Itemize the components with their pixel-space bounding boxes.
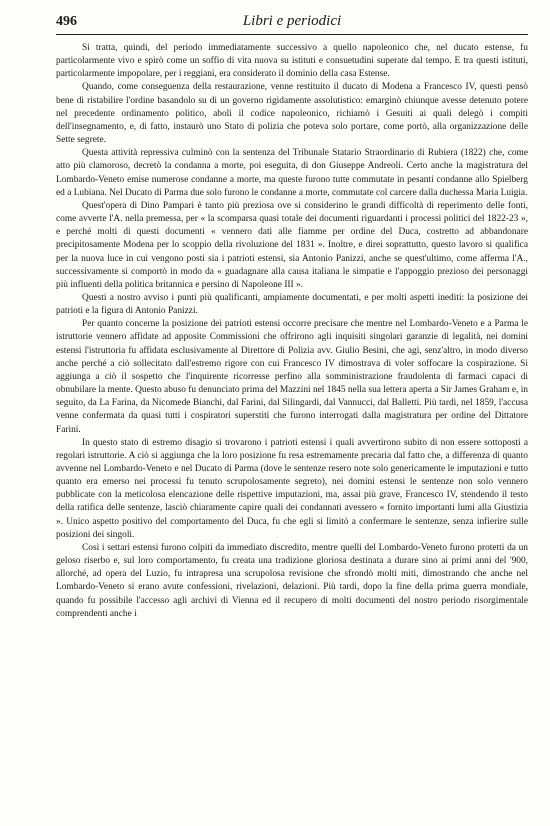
paragraph: Quest'opera di Dino Pampari è tanto più preziosa ove si considerino le grandi difficoltà di reperimento delle fonti, come avverte l'A. nella premessa, per « la scomparsa quasi totale dei documenti riguardanti i processi politici del 1822-23 », e perché molti di questi documenti « vennero dati alle fiamme per ordine del Duca, costretto ad abbandonare precipitosamente Modena per lo scoppio della rivoluzione del 1831 ». Inoltre, e direi soprattutto, questo lavoro si qualifica per la nuova luce in cui vengono posti sia i patrioti estensi, sia Antonio Panizzi, anche se quest'ultimo, come afferma l'A., successivamente si comportò in modo da « guadagnare alla causa italiana le simpatie e l'appoggio prezioso dei personaggi più influenti della politica britannica e persino di Napoleone III ». bbox=[56, 200, 528, 290]
running-head: Libri e periodici bbox=[242, 13, 342, 29]
page-number: 496 bbox=[56, 14, 77, 29]
page-header bbox=[56, 10, 528, 35]
paragraph: Questi a nostro avviso i punti più qualificanti, ampiamente documentati, e per molti aspetti inediti: la posizione dei patrioti e la figura di Antonio Panizzi. bbox=[56, 292, 528, 317]
paragraph: Questa attività repressiva culminò con la sentenza del Tribunale Statario Straordinario di Rubiera (1822) che, come atto più clamoroso, decretò la condanna a morte, poi eseguita, di don Giuseppe Andreoli. Certo anche la magistratura del Lombardo-Veneto emise numerose condanne a morte, ma queste furono tutte commutate in pesanti condanne allo Spielberg ed a Lubiana. Nel Ducato di Parma due solo furono le condanne a morte, commutate col carcere dalla duchessa Maria Luigia. bbox=[56, 148, 528, 198]
paragraph: Per quanto concerne la posizione dei patrioti estensi occorre precisare che mentre nel Lombardo-Veneto e a Parma le istruttorie vennero affidate ad apposite Commissioni che offrirono agli inquisiti singolari garanzie di legalità, nei domini estensi l'istruttoria fu affidata esclusivamente al Direttore di Polizia avv. Giulio Besini, che agì, senz'altro, in modo diverso anche perché a ciò sollecitato dall'estremo rigore con cui Francesco IV dimostrava di voler soffocare la cospirazione. Si aggiunga a ciò il sospetto che l'inquirente ricorresse perfino alla somministrazione fraudolenta di farmaci capaci di obnubilare la mente. Questo abuso fu denunciato prima del Mazzini nel 1845 nella sua lettera aperta a Sir James Graham e, in seguito, da La Farina, da Nicomede Bianchi, dal Farini, dal Silingardi, dal Vannucci, dal Balletti. Più tardi, nel 1859, l'accusa venne confermata da quasi tutti i cospiratori superstiti che furono interrogati dalla magistratura per ordine del Dittatore Farini. bbox=[56, 319, 528, 435]
paragraph: Si tratta, quindi, del periodo immediatamente successivo a quello napoleonico che, nel ducato estense, fu particolarmente vivo e spirò come un soffio di vita nuova su istituti e consuetudini superate dal tempo. E tra questi istituti, particolarmente impopolare, per i reggiani, era considerato il dominio della casa Estense. bbox=[56, 43, 528, 80]
body-text bbox=[56, 42, 528, 621]
paragraph: Quando, come conseguenza della restaurazione, venne restituito il ducato di Modena a Francesco IV, questi pensò bene di ristabilire l'ordine basandolo su di un governo rigidamente assolutistico: emarginò chiunque avesse detenuto potere nel precedente ordinamento politico, abolì il codice napoleonico, richiamò i Gesuiti ai quali delegò i compiti dell'insegnamento, e, di fatto, instaurò uno Stato di polizia che poteva solo portare, come portò, alla organizzazione delle Sette segrete. bbox=[56, 82, 528, 146]
paragraph: Così i settari estensi furono colpiti da immediato discredito, mentre quelli del Lombardo-Veneto furono protetti da un geloso riserbo e, sul loro comportamento, fu creata una tradizione gloriosa destinata a durare sino ai primi anni del '900, allorché, ad opera del Luzio, fu intrapresa una scrupolosa revisione che sfrondò molti miti, dimostrando che anche nel Lombardo-Veneto si erano avute confessioni, rivelazioni, delazioni. Più tardi, dopo la fine della prima guerra mondiale, quando fu possibile l'accesso agli archivi di Vienna ed il recupero di molti documenti del nostro periodo risorgimentale comprendenti anche i bbox=[56, 542, 528, 619]
paragraph: In questo stato di estremo disagio si trovarono i patrioti estensi i quali avvertirono subito di non essere sottoposti a regolari istruttorie. A ciò si aggiunga che la loro posizione fu resa estremamente precaria dal fatto che, a differenza di quanto avvenne nel Lombardo-Veneto e nel Ducato di Parma (dove le sentenze resero note solo genericamente le imputazioni e tutto quanto era emerso nei processi fu tenuto scrupolosamente segreto), nei domini estensi le sentenze non solo vennero pubblicate con la meticolosa elencazione delle rispettive imputazioni, ma, assai più grave, Francesco IV, stendendo il testo della ratifica delle sentenze, lasciò chiaramente capire quali dei condannati avessero « fornito importanti lumi alla Giustizia ». Unico aspetto positivo del comportamento del Duca, fu che egli si limitò a confermare le sentenze, senza infierire sulle posizioni dei singoli. bbox=[56, 437, 528, 540]
